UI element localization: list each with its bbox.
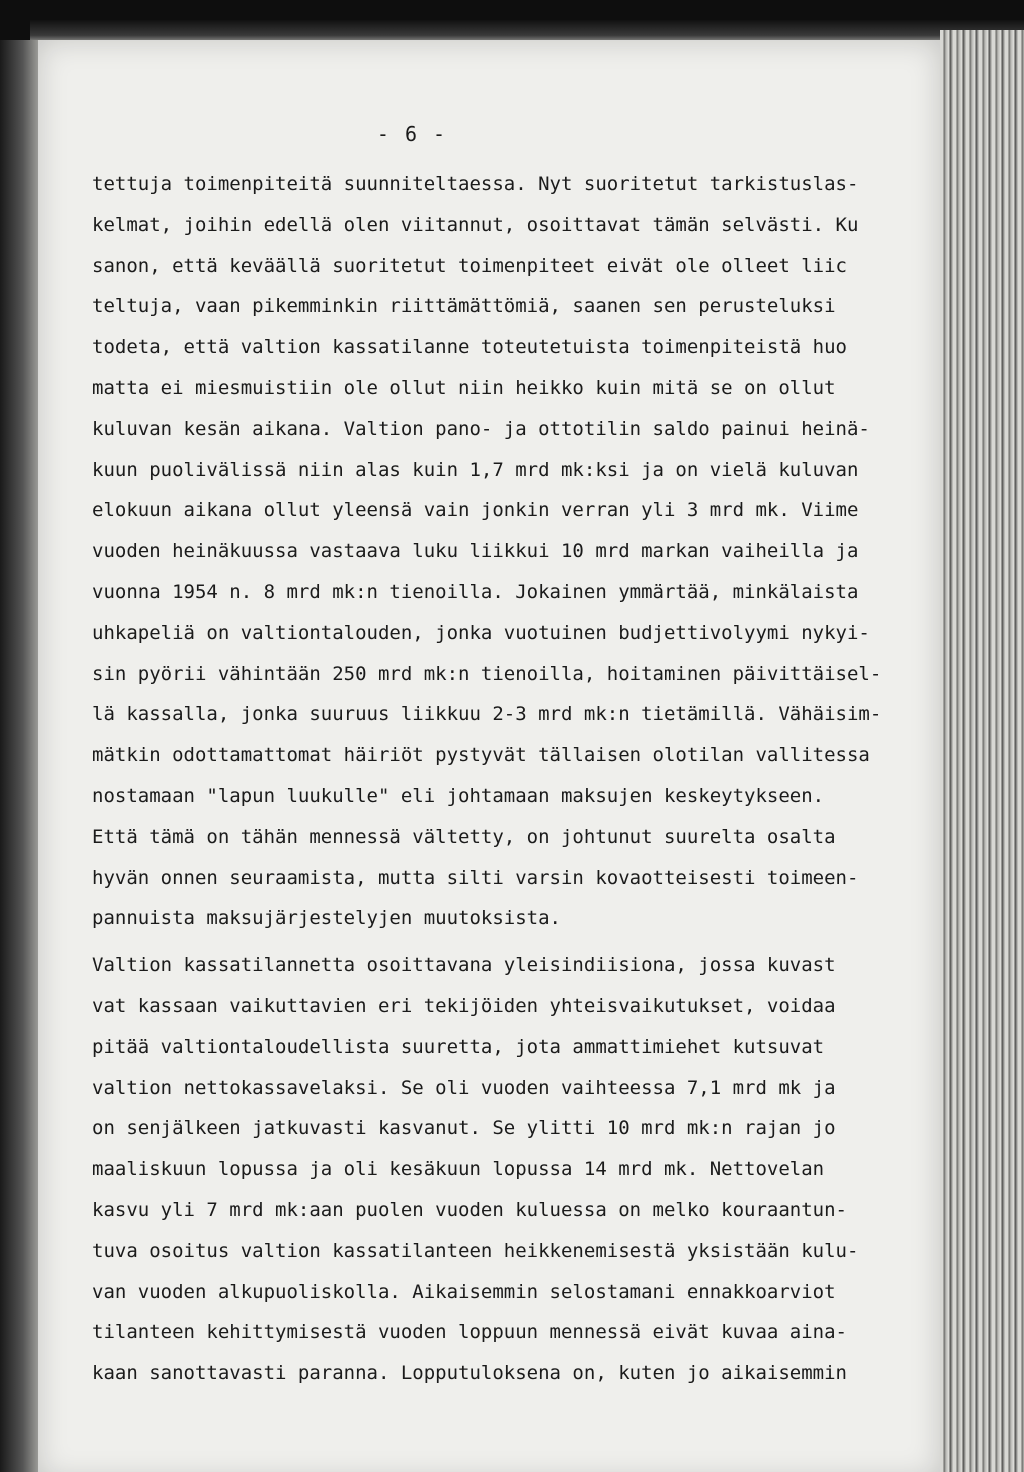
text-line: vat kassaan vaikuttavien eri tekijöiden yhteisvaikutukset, voidaa <box>92 994 836 1017</box>
text-line: kasvu yli 7 mrd mk:aan puolen vuoden kuluessa on melko kouraantun- <box>92 1198 847 1221</box>
text-line: mätkin odottamattomat häiriöt pystyvät tällaisen olotilan vallitessa <box>92 744 870 767</box>
text-line: vuoden heinäkuussa vastaava luku liikkui 10 mrd markan vaiheilla ja <box>92 540 859 563</box>
text-line: sin pyörii vähintään 250 mrd mk:n tienoilla, hoitaminen päivittäisel- <box>92 662 882 685</box>
text-line: van vuoden alkupuoliskolla. Aikaisemmin selostamani ennakkoarviot <box>92 1280 836 1303</box>
text-line: Että tämä on tähän mennessä vältetty, on johtunut suurelta osalta <box>92 825 836 848</box>
scan-top-edge <box>30 20 1024 42</box>
text-line: lä kassalla, jonka suuruus liikkuu 2-3 mrd mk:n tietämillä. Vähäisim- <box>92 703 882 726</box>
text-line: tilanteen kehittymisestä vuoden loppuun mennessä eivät kuvaa aina- <box>92 1321 847 1344</box>
text-line: matta ei miesmuistiin ole ollut niin heikko kuin mitä se on ollut <box>92 376 836 399</box>
text-line: kuluvan kesän aikana. Valtion pano- ja ottotilin saldo painui heinä- <box>92 417 870 440</box>
text-line: hyvän onnen seuraamista, mutta silti varsin kovaotteisesti toimeen- <box>92 866 859 889</box>
text-line: tettuja toimenpiteitä suunniteltaessa. Nyt suoritetut tarkistuslas- <box>92 173 859 195</box>
text-line: pannuista maksujärjestelyjen muutoksista. <box>92 907 561 930</box>
paragraph-1 <box>92 164 892 939</box>
text-line: valtion nettokassavelaksi. Se oli vuoden vaihteessa 7,1 mrd mk ja <box>92 1076 836 1099</box>
text-line: elokuun aikana ollut yleensä vain jonkin verran yli 3 mrd mk. Viime <box>92 499 859 522</box>
text-line: todeta, että valtion kassatilanne toteutetuista toimenpiteistä huo <box>92 336 847 359</box>
scan-left-edge <box>0 40 38 1472</box>
text-line: kaan sanottavasti paranna. Lopputuloksena on, kuten jo aikaisemmin <box>92 1362 847 1385</box>
text-line: nostamaan "lapun luukulle" eli johtamaan maksujen keskeytykseen. <box>92 784 825 807</box>
typewritten-text <box>92 122 892 1394</box>
text-line: tuva osoitus valtion kassatilanteen heikkenemisestä yksistään kulu- <box>92 1239 859 1262</box>
text-line: Valtion kassatilannetta osoittavana yleisindiisiona, jossa kuvast <box>92 954 836 977</box>
text-line: kelmat, joihin edellä olen viitannut, osoittavat tämän selvästi. Ku <box>92 213 859 236</box>
text-line: pitää valtiontaloudellista suuretta, jota ammattimiehet kutsuvat <box>92 1035 825 1058</box>
stacked-page-edges <box>940 30 1024 1472</box>
text-line: teltuja, vaan pikemminkin riittämättömiä, saanen sen perusteluksi <box>92 295 836 318</box>
text-line: vuonna 1954 n. 8 mrd mk:n tienoilla. Jokainen ymmärtää, minkälaista <box>92 580 859 603</box>
text-line: kuun puolivälissä niin alas kuin 1,7 mrd mk:ksi ja on vielä kuluvan <box>92 458 859 481</box>
text-line: maaliskuun lopussa ja oli kesäkuun lopussa 14 mrd mk. Nettovelan <box>92 1158 825 1181</box>
text-line: uhkapeliä on valtiontalouden, jonka vuotuinen budjettivolyymi nykyi- <box>92 621 870 644</box>
paragraph-2 <box>92 945 892 1394</box>
text-line: on senjälkeen jatkuvasti kasvanut. Se ylitti 10 mrd mk:n rajan jo <box>92 1117 836 1140</box>
page-number: - 6 - <box>376 122 448 146</box>
text-line: sanon, että keväällä suoritetut toimenpiteet eivät ole olleet liic <box>92 254 847 277</box>
